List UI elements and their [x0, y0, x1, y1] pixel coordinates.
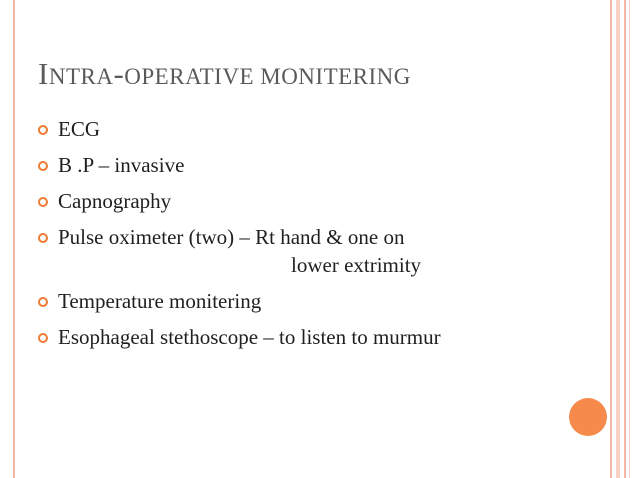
orange-circle-icon: [569, 398, 607, 436]
bullet-item-ecg: [38, 115, 441, 143]
bullet-item-esophageal: [38, 323, 441, 351]
right-border-line-3: [624, 0, 626, 478]
ring-bullet-icon: [38, 161, 48, 171]
right-border-line-4: [629, 0, 630, 478]
bullet-item-capnography: [38, 187, 441, 215]
bullet-continuation: lower extrimity: [291, 253, 422, 277]
ring-bullet-icon: [38, 125, 48, 135]
title-word-rest: OPERATIVE MONITERING: [124, 64, 411, 89]
bullet-text: Esophageal stethoscope – to listen to murmur: [58, 325, 441, 349]
bullet-text: Temperature monitering: [58, 289, 262, 313]
ring-bullet-icon: [38, 333, 48, 343]
ring-bullet-icon: [38, 297, 48, 307]
title-hyphen: -: [113, 56, 125, 91]
bullet-text: Pulse oximeter (two) – Rt hand & one on: [58, 225, 405, 249]
bullet-text: ECG: [58, 117, 100, 141]
bullet-text: Capnography: [58, 189, 172, 213]
bullet-item-pulse-oximeter: [38, 223, 441, 279]
title-initial: I: [38, 56, 49, 91]
slide-title: [38, 56, 411, 92]
bullet-item-bp: [38, 151, 441, 179]
title-word-intra: NTRA: [48, 64, 114, 89]
right-border-line-2: [616, 0, 620, 478]
left-border-line: [13, 0, 15, 478]
ring-bullet-icon: [38, 233, 48, 243]
bullet-text: B .P – invasive: [58, 153, 185, 177]
ring-bullet-icon: [38, 197, 48, 207]
right-border-line-1: [610, 0, 612, 478]
bullet-list: [38, 115, 441, 359]
bullet-item-temperature: [38, 287, 441, 315]
